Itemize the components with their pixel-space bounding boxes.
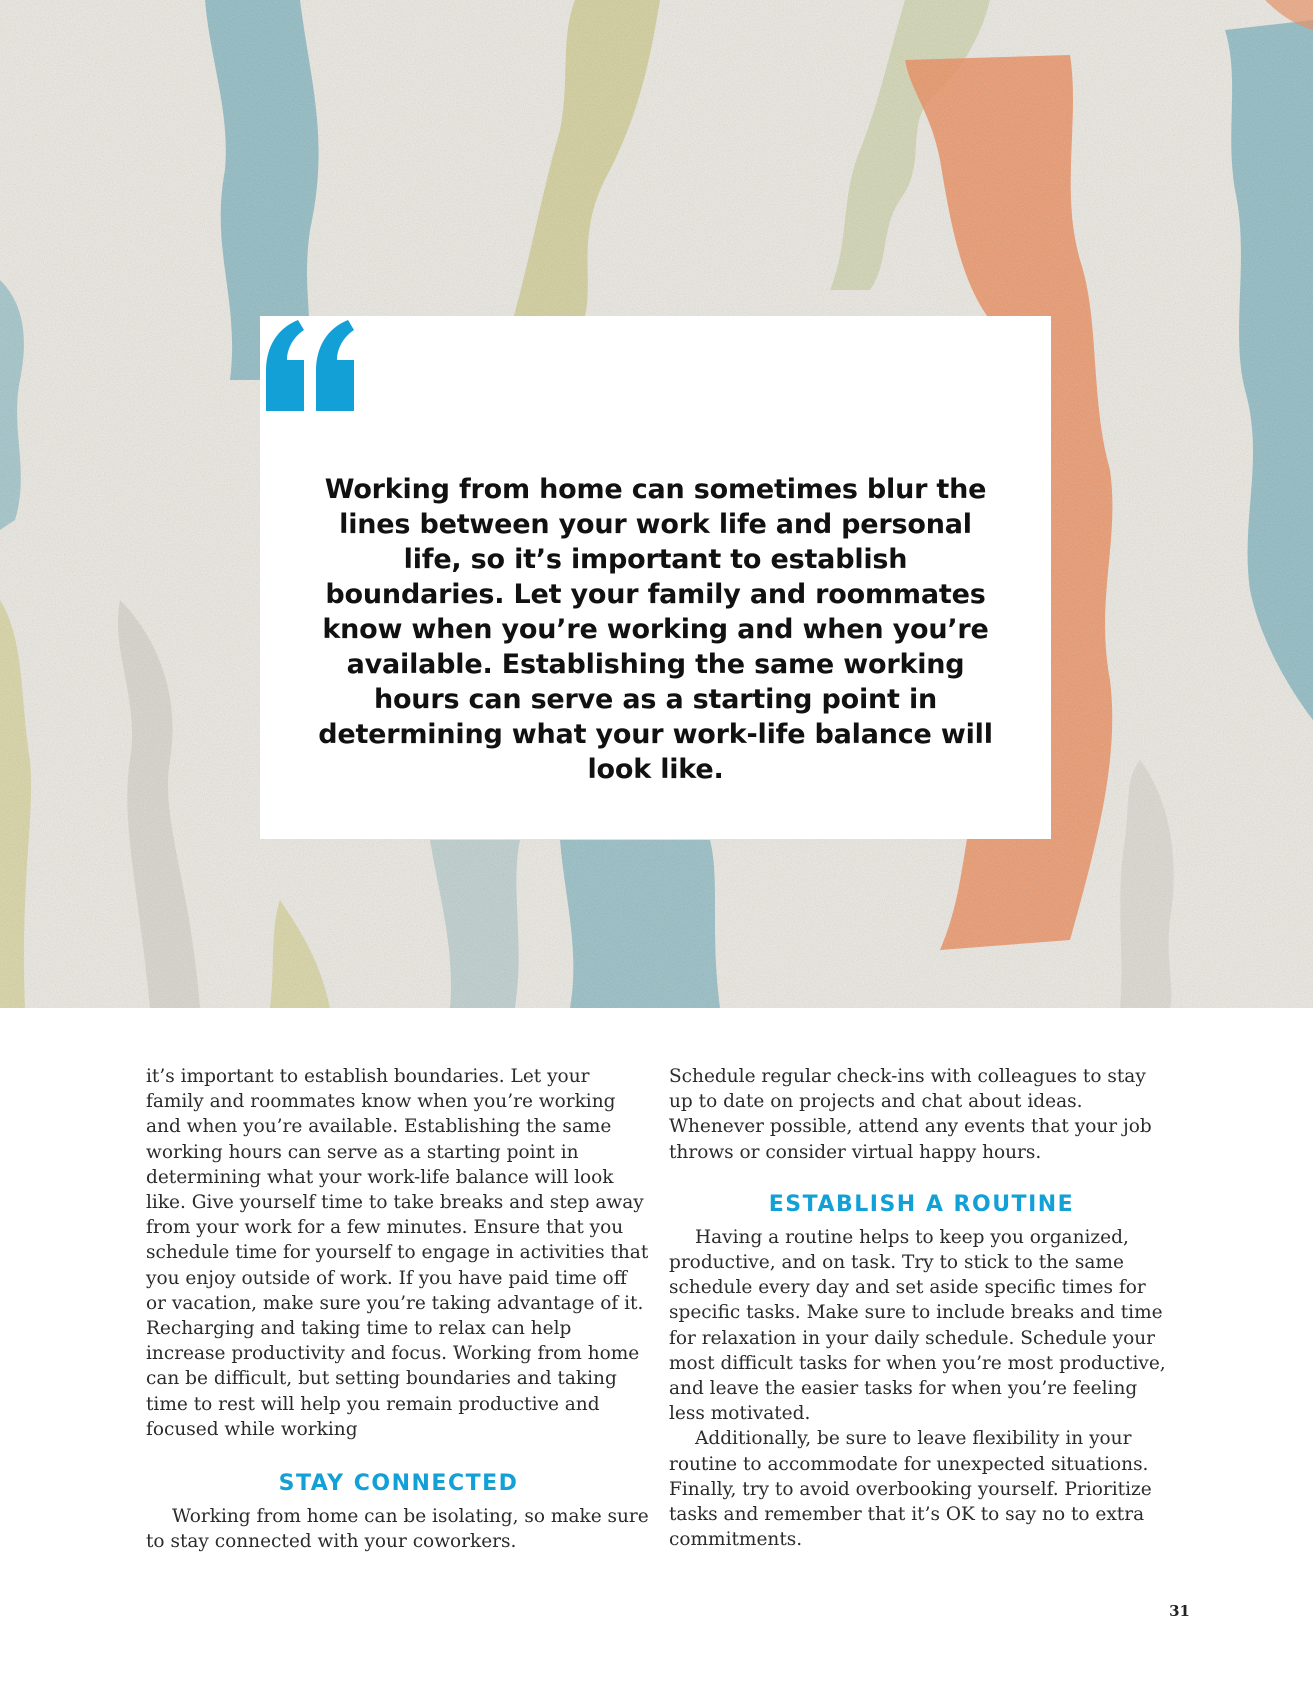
quotation-mark-icon <box>260 316 360 416</box>
page-number: 31 <box>1169 1602 1190 1620</box>
left-paragraph-1: it’s important to establish boundaries. Let your family and roommates know when you’re working and when you’re available. Establishing the same working hours can serve as a starting point in determining what your work-life balance will look like. Give yourself time to take breaks and step away from your work for a few minutes. Ensure that you schedule time for yourself to engage in activities that you enjoy outside of work. If you have paid time off or vacation, make sure you’re taking advantage of it. Recharging and taking time to relax can help increase productivity and focus. Working from home can be difficult, but setting boundaries and taking time to rest will help you remain productive and focused while working <box>146 1066 649 1440</box>
pull-quote-box <box>260 316 1051 839</box>
right-paragraph-1: Schedule regular check-ins with colleagues to stay up to date on projects and chat about ideas. Whenever possible, attend any events that your job throws or consider virtual happy hours. <box>669 1066 1152 1163</box>
right-column <box>669 1064 1174 1552</box>
right-paragraph-2: Having a routine helps to keep you organized, productive, and on task. Try to stick to the same schedule every day and set aside specific times for specific tasks. Make sure to include breaks and time for relaxation in your daily schedule. Schedule your most difficult tasks for when you’re most productive, and leave the easier tasks for when you’re feeling less motivated. <box>669 1226 1166 1425</box>
right-paragraph-3: Additionally, be sure to leave flexibility in your routine to accommodate for unexpected situations. Finally, try to avoid overbooking yourself. Prioritize tasks and remember that it’s OK to say no to extra commitments. <box>669 1428 1152 1551</box>
stay-connected-heading: STAY CONNECTED <box>278 1471 519 1497</box>
establish-routine-heading: ESTABLISH A ROUTINE <box>768 1191 1075 1217</box>
left-column <box>146 1064 651 1554</box>
left-paragraph-2: Working from home can be isolating, so make sure to stay connected with your coworkers. <box>146 1506 649 1553</box>
pull-quote-text: Working from home can sometimes blur the lines between your work life and personal life, so it’s important to establish boundaries. Let your family and roommates know when you’re working and when you’re available. Establishing the same working hours can serve as a starting point in determining what your work-life balance will look like. <box>318 474 993 785</box>
